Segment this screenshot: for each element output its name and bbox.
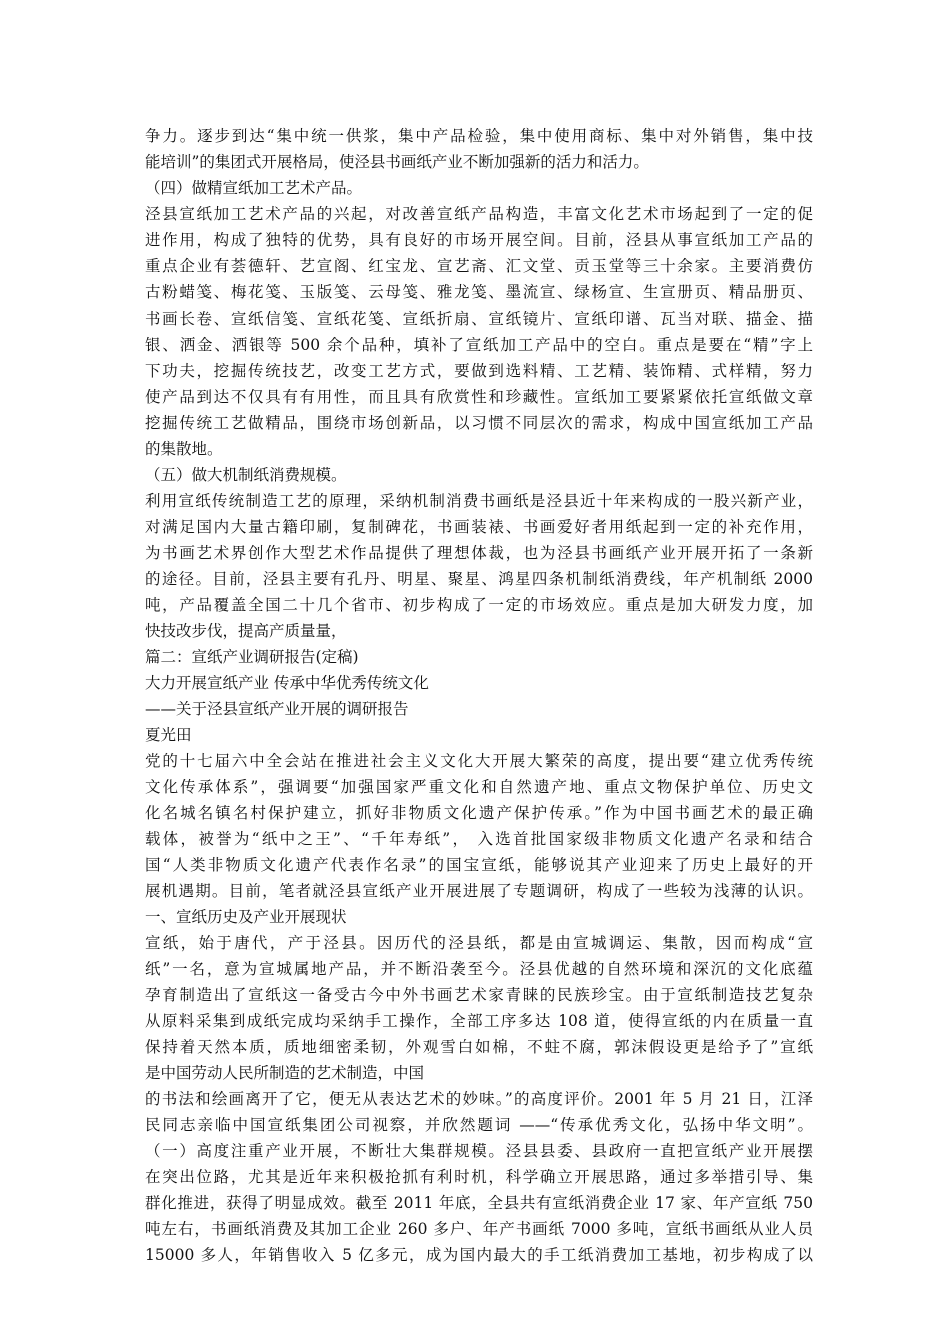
text-line: 吨左右，书画纸消费及其加工企业 260 多户、年产书画纸 7000 多吨，宣纸书画纸从业人员 [145,1220,813,1238]
text-line: 展机遇期。目前，笔者就泾县宣纸产业开展进展了专题调研，构成了一些较为浅薄的认识。 [145,882,813,900]
text-line: 大力开展宣纸产业 传承中华优秀传统文化 [145,674,429,692]
text-line: （一）高度注重产业开展，不断壮大集群规模。泾县县委、县政府一直把宣纸产业开展摆 [145,1142,813,1160]
text-line: 古粉蜡笺、梅花笺、玉版笺、云母笺、雅龙笺、墨流宣、绿杨宣、生宣册页、精品册页、 [145,283,813,301]
text-line: 书画长卷、宣纸信笺、宣纸花笺、宣纸折扇、宣纸镜片、宣纸印谱、瓦当对联、描金、描 [145,310,813,328]
text-line: 的途径。目前，泾县主要有孔丹、明星、聚星、鸿星四条机制纸消费线，年产机制纸 2000 [145,570,813,588]
text-line: （五）做大机制纸消费规模。 [145,466,347,484]
text-line: 对满足国内大量古籍印刷，复制碑花，书画装裱、书画爱好者用纸起到一定的补充作用， [145,518,813,536]
text-line: 是中国劳动人民所制造的艺术制造，中国 [145,1064,425,1082]
text-line: 宣纸，始于唐代，产于泾县。因历代的泾县纸，都是由宣城调运、集散，因而构成“宣 [145,934,813,952]
text-line: 快技改步伐，提高产质量量， [145,622,347,640]
text-line: 化名城名镇名村保护建立，抓好非物质文化遗产保护传承。”作为中国书画艺术的最正确 [145,804,813,822]
text-line: 的书法和绘画离开了它，便无从表达艺术的妙味。”的高度评价。2001 年 5 月 21 日，江泽 [145,1090,813,1108]
text-line: 争力。逐步到达“集中统一供浆，集中产品检验，集中使用商标、集中对外销售，集中技 [145,127,813,145]
text-line: 在突出位路，尤其是近年来积极抢抓有利时机，科学确立开展思路，通过多举措引导、集 [145,1168,813,1186]
text-line: 民同志亲临中国宣纸集团公司视察，并欣然题词 ——“传承优秀文化，弘扬中华文明”。 [145,1116,813,1134]
text-line: （四）做精宣纸加工艺术产品。 [145,179,363,197]
text-line: 挖掘传统工艺做精品，围绕市场创新品，以习惯不同层次的需求，构成中国宣纸加工产品 [145,414,813,432]
text-line: 利用宣纸传统制造工艺的原理，采纳机制消费书画纸是泾县近十年来构成的一股兴新产业， [145,492,813,510]
text-line: 保持着天然本质，质地细密柔韧，外观雪白如棉，不蛀不腐，郭沫假设更是给予了”宣纸 [145,1038,813,1056]
text-line: 从原料采集到成纸完成均采纳手工操作，全部工序多达 108 道，使得宣纸的内在质量一直 [145,1012,813,1030]
text-line: 党的十七届六中全会站在推进社会主义文化大开展大繁荣的高度，提出要“建立优秀传统 [145,752,813,770]
text-line: 15000 多人，年销售收入 5 亿多元，成为国内最大的手工纸消费加工基地，初步构成了以 [145,1246,813,1264]
text-line: 泾县宣纸加工艺术产品的兴起，对改善宣纸产品构造，丰富文化艺术市场起到了一定的促 [145,205,813,223]
text-line: 一、宣纸历史及产业开展现状 [145,908,347,926]
text-line: 孕育制造出了宣纸这一备受古今中外书画艺术家青睐的民族珍宝。由于宣纸制造技艺复杂 [145,986,813,1004]
text-line: 篇二：宣纸产业调研报告(定稿) [145,648,359,666]
text-line: 文化传承体系”，强调要“加强国家严重文化和自然遗产地、重点文物保护单位、历史文 [145,778,813,796]
text-line: 国“人类非物质文化遗产代表作名录”的国宝宣纸，能够说其产业迎来了历史上最好的开 [145,856,813,874]
text-line: 夏光田 [145,726,192,744]
text-line: 纸”一名，意为宣城属地产品，并不断沿袭至今。泾县优越的自然环境和深沉的文化底蕴 [145,960,813,978]
text-line: 使产品到达不仅具有有用性，而且具有欣赏性和珍藏性。宣纸加工要紧紧依托宣纸做文章 [145,388,813,406]
text-line: 下功夫，挖掘传统技艺，改变工艺方式，要做到选料精、工艺精、装饰精、式样精，努力 [145,362,813,380]
text-line: 银、洒金、洒银等 500 余个品种，填补了宣纸加工产品中的空白。重点是要在“精”字上 [145,336,813,354]
text-line: ——关于泾县宣纸产业开展的调研报告 [145,700,409,718]
text-line: 吨，产品覆盖全国二十几个省市、初步构成了一定的市场效应。重点是加大研发力度，加 [145,596,813,614]
text-line: 的集散地。 [145,440,223,458]
text-line: 群化推进，获得了明显成效。截至 2011 年底，全县共有宣纸消费企业 17 家、年产宣纸 750 [145,1194,813,1212]
text-line: 为书画艺术界创作大型艺术作品提供了理想体裁，也为泾县书画纸产业开展开拓了一条新 [145,544,813,562]
text-line: 载体，被誉为“纸中之王”、“千年寿纸”， 入选首批国家级非物质文化遗产名录和结合 [145,830,813,848]
text-line: 重点企业有荟德轩、艺宣阁、红宝龙、宣艺斋、汇文堂、贡玉堂等三十余家。主要消费仿 [145,257,813,275]
text-line: 进作用，构成了独特的优势，具有良好的市场开展空间。目前，泾县从事宣纸加工产品的 [145,231,813,249]
text-line: 能培训”的集团式开展格局，使泾县书画纸产业不断加强新的活力和活力。 [145,153,649,171]
